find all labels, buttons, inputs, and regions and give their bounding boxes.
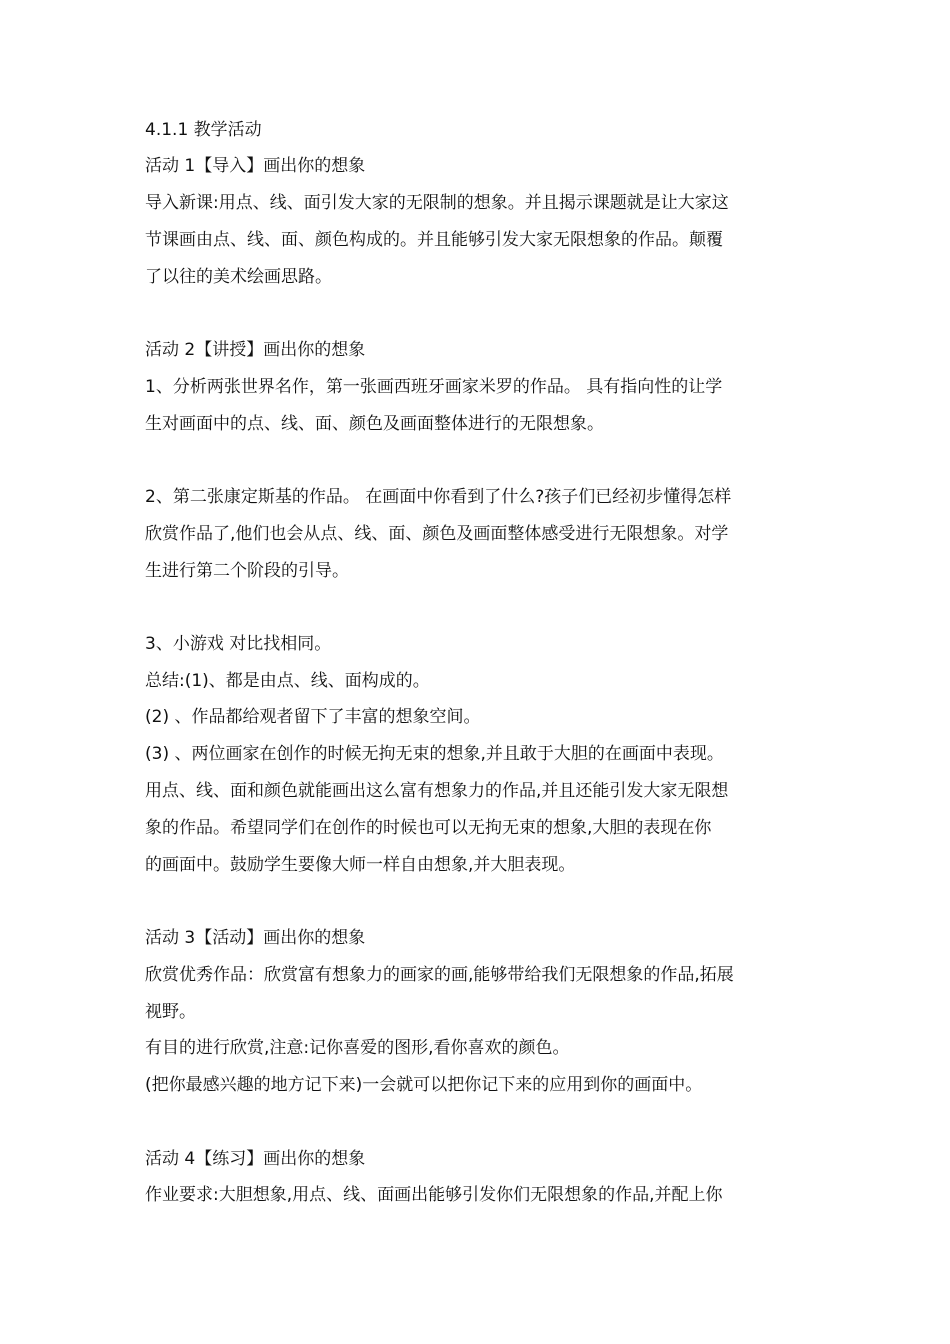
section-heading: 4.1.1 教学活动 — [145, 120, 262, 140]
summary-line-2: (2) 、作品都给观者留下了丰富的想象空间。 — [145, 707, 481, 727]
activity-3-text-line-1: 欣赏优秀作品：欣赏富有想象力的画家的画,能够带给我们无限想象的作品,拓展 — [145, 965, 734, 985]
summary-line-5: 象的作品。希望同学们在创作的时候也可以无拘无束的想象,大胆的表现在你 — [145, 818, 712, 838]
activity-3-heading: 活动 3【活动】画出你的想象 — [145, 928, 366, 948]
activity-2-point-1-line-2: 生对画面中的点、线、面、颜色及画面整体进行的无限想象。 — [145, 414, 604, 434]
activity-3-text-line-3: 有目的进行欣赏,注意:记你喜爱的图形,看你喜欢的颜色。 — [145, 1038, 570, 1058]
activity-3-text-line-2: 视野。 — [145, 1002, 196, 1022]
activity-4-heading: 活动 4【练习】画出你的想象 — [145, 1149, 366, 1169]
activity-2-point-2-line-1: 2、第二张康定斯基的作品。 在画面中你看到了什么?孩子们已经初步懂得怎样 — [145, 487, 732, 507]
activity-2-point-1-line-1: 1、分析两张世界名作，第一张画西班牙画家米罗的作品。 具有指向性的让学 — [145, 377, 723, 397]
activity-1-text-line-1: 导入新课:用点、线、面引发大家的无限制的想象。并且揭示课题就是让大家这 — [145, 193, 729, 213]
activity-1-heading: 活动 1【导入】画出你的想象 — [145, 156, 366, 176]
summary-line-4: 用点、线、面和颜色就能画出这么富有想象力的作品,并且还能引发大家无限想 — [145, 781, 729, 801]
activity-2-heading: 活动 2【讲授】画出你的想象 — [145, 340, 366, 360]
activity-4-text-line-1: 作业要求:大胆想象,用点、线、面画出能够引发你们无限想象的作品,并配上你 — [145, 1185, 723, 1205]
summary-line-6: 的画面中。鼓励学生要像大师一样自由想象,并大胆表现。 — [145, 855, 576, 875]
activity-2-point-2-line-2: 欣赏作品了,他们也会从点、线、面、颜色及画面整体感受进行无限想象。对学 — [145, 524, 729, 544]
activity-2-point-3: 3、小游戏 对比找相同。 — [145, 634, 332, 654]
activity-2-point-2-line-3: 生进行第二个阶段的引导。 — [145, 561, 349, 581]
activity-1-text-line-2: 节课画由点、线、面、颜色构成的。并且能够引发大家无限想象的作品。颠覆 — [145, 230, 723, 250]
activity-1-text-line-3: 了以往的美术绘画思路。 — [145, 267, 332, 287]
summary-line-3: (3) 、两位画家在创作的时候无拘无束的想象,并且敢于大胆的在画面中表现。 — [145, 744, 724, 764]
summary-line-1: 总结:(1)、都是由点、线、面构成的。 — [145, 671, 430, 691]
activity-3-text-line-4: (把你最感兴趣的地方记下来)一会就可以把你记下来的应用到你的画面中。 — [145, 1075, 703, 1095]
